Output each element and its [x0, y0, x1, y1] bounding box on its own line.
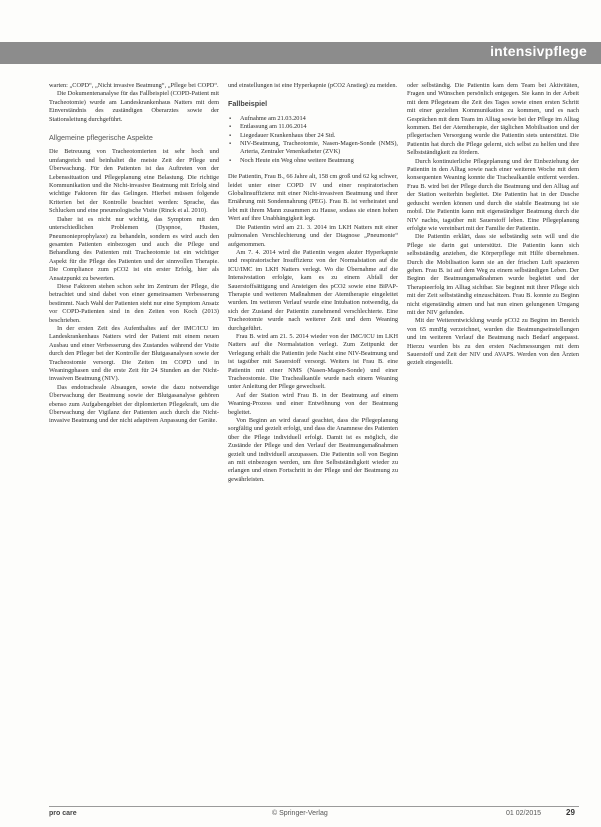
- page-number: 29: [566, 808, 575, 817]
- paragraph: Frau B. wird am 21. 5. 2014 wieder von der IMC/ICU im LKH Natters auf die Normalstation verlegt. Zum Zeitpunkt der Verlegung erhält die Patientin jede Nacht eine NIV-Beatmung und ist tagsüber mit Sauerstoff versorgt. Weiters ist Frau B. eine Patientin mit einer NMS (Nasen-Magen-Sonde) und einer Tracheostomie. Die Trachealkanüle wurde nach einem Weaning unter Anleitung der Pflege gewechselt.: [228, 332, 398, 391]
- paragraph: In der ersten Zeit des Aufenthaltes auf der IMC/ICU im Landeskrankenhaus Natters wird der Patient mit einem neuen Ausbau und einer Verbesserung des Zustandes während der Visite durch den Pfleger bei der Kontrolle der Blutgasanalysen sowie der Tracheostomie versorgt. Die Zeiten im COPD und in Weaningphasen und die erste Zeit für 24 Stunden an der Nicht-invasiven Beatmung (NIV).: [49, 324, 219, 383]
- paragraph: Durch kontinuierliche Pflegeplanung und der Einbeziehung der Patientin in den Alltag sowie nach einer weiteren Woche mit dem konsequenten Weaning konnte die Trachealkanüle entfernt werden. Frau B. wird bei der Pflege durch die Beatmung und den Alltag auf der Station weiterhin begleitet. Die Patientin hat in der Dusche geduscht werden können und durch die stabile Beatmung ist sie mobil. Die Patientin kann mit eigenständiger Beatmung durch die NIV nachts, tagsüber mit Sauerstoff leben. Eine Pflegeplanung erfolgte wie vereinbart mit der Familie der Patientin.: [407, 157, 579, 232]
- list-item: ▪ NIV-Beatmung, Tracheotomie, Nasen-Magen-Sonde (NMS), Arteria, Zentraler Venenkatheter (ZVK): [238, 140, 398, 157]
- paragraph: und einstellungen ist eine Hyperkapnie (pCO2 Anstieg) zu meiden.: [228, 82, 398, 89]
- case-study-heading: Fallbeispiel: [228, 99, 268, 109]
- paragraph: oder selbständig. Die Patientin kam dem Team bei Aktivitäten, Fragen und Wünschen persönlich entgegen. Sie kann in der Arbeit mit dem Pflegeteam die Zeit des Tages sowie einen ersten Schritt mit einer gezielten Kommunikation zu kommen, und es nach Gesprächen mit dem Team im Alltag sowie bei der Pflege im Alltag kommen. Bei der Atemtherapie, der täglichen Mobilisation und der pflegerischen Versorgung wurde die Patientin stets unterstützt. Die Patientin hat durch die Pflege gelernt, sich selbst zu helfen und ihre Selbstständigkeit zu fördern.: [407, 82, 579, 157]
- paragraph: Diese Faktoren stehen schon sehr im Zentrum der Pflege, die betrachtet und sind dabei von einer gemeinsamen Verbesserung bestimmt. Nach Wahl der Patienten steht nur eine Symptom Ansatz vor COPD-Patienten sind in den Zeiten von Koch (2013) beschrieben.: [49, 282, 219, 324]
- list-item: ▪ Entlassung am 11.06.2014: [238, 123, 398, 131]
- text-column-3: [407, 82, 579, 368]
- paragraph: Die Patientin erklärt, dass sie selbständig sein will und die Pflege sie darin gut unterstützt. Die Patientin kann sich selbstständig anziehen, die Körperpflege mit Hilfe übernehmen. Durch die Mobilisation kann sie an der frischen Luft spazieren gehen. Frau B. ist auf dem Weg zu einem selbständigen Leben. Der Beginn der Beatmungsmaßnahmen wurde begleitet und der Therapieerfolg im Alltag sichtbar. Sie beginnt mit ihrer Pflege sich mit der Zeit selbstständig einzuschätzen. Frau B. konnte zu Beginn nicht eigenständig atmen und hat nun einen gelungenen Umgang mit der NIV gefunden.: [407, 233, 579, 316]
- paragraph: Die Betreuung von Tracheotomierten ist sehr hoch und umfangreich und beinhaltet die meiste Zeit der Pflege und Überwachung. Für den Patienten ist das Auftreten von der Lebenssituation und Pflegeplanung eine Belastung. Die richtige Kommunikation und die Nicht-invasive Beatmung mit Erfolg sind wichtige Faktoren für das Gelingen. Hierbei müssen folgende Kriterien bei der Kontrolle beachtet werden: Sprache, das Schlucken und eine pneumologische Visite (Rinck et al. 2010).: [49, 148, 219, 215]
- paragraph: Daher ist es nicht nur wichtig, das Symptom mit den unterschiedlichen Problemen (Dyspnoe, Husten, Pneumonieprophylaxe) zu behandeln, sondern es wird auch den gesamten Patienten einbezogen und auch die Pflege und Behandlung des Patienten mit Tracheotomie ist ein wichtiger Aspekt für die Pflege des Patienten und der sinnvollen Therapie. Die Compliance zum pCO2 ist ein erster Erfolg, hier als Ansatzpunkt zu bewerten.: [49, 215, 219, 282]
- paragraph: Auf der Station wird Frau B. in der Beatmung auf einem Weaning-Prozess und einer Entwöhnung von der Beatmung begleitet.: [228, 391, 398, 416]
- paragraph: Die Patientin wird am 21. 3. 2014 im LKH Natters mit einer pulmonalen Verschlechterung und der Diagnose „Pneumonie“ aufgenommen.: [228, 223, 398, 248]
- list-item: ▪ Aufnahme am 21.03.2014: [238, 115, 398, 123]
- publisher-credit: © Springer-Verlag: [272, 810, 328, 817]
- section-header-band: [0, 42, 601, 64]
- text-column-2: [228, 82, 398, 484]
- text-column-1: [49, 82, 219, 426]
- paragraph: Am 7. 4. 2014 wird die Patientin wegen akuter Hyperkapnie und respiratorischer Insuffizienz von der Normalstation auf die ICU/IMC im LKH Natters verlegt. Wo die Übernahme auf die Intensivstation erfolgte, kam es zu einem Abfall der Sauerstoffsättigung und Ansteigen des pCO2 sowie eine BiPAP-Therapie und weiteren Maßnahmen der Atemtherapie eingeleitet wurden. Im weiteren Verlauf wurde eine Intubation notwendig, da sich der Zustand der Patientin zunehmend verschlechterte. Eine Tracheotomie wurde nach weiterer Zeit und dem Weaning durchgeführt.: [228, 248, 398, 332]
- paragraph: Das endotracheale Absaugen, sowie die dazu notwendige Überwachung der Beatmung sowie der Blutgasanalyse gehören ebenso zum Aufgabengebiet der diplomierten Pflegekraft, um die Überwachung der Vigilanz der Patienten auch durch die Nicht-invasive Beatmung und der nicht adaptiven Anpassung der Geräte.: [49, 383, 219, 425]
- section-title: intensivpflege: [490, 43, 587, 59]
- paragraph: Mit der Weiterentwicklung wurde pCO2 zu Beginn im Bereich von 65 mmHg verzeichnet, wurden die Beatmungseinstellungen und im weiteren Verlauf die Beatmung nach Bedarf angepasst. Hierzu wurden bis zu den ersten Nachmessungen mit dem Sauerstoff und Zeit der NIV und AVAPS. Werden von den Ärzten gezielt eingestellt.: [407, 317, 579, 367]
- issue-date: 01 02/2015: [506, 810, 542, 817]
- paragraph: warten: „COPD“, „Nicht invasive Beatmung“, „Pflege bei COPD“.: [49, 82, 219, 89]
- list-item: ▪ Noch Heute ein Weg ohne weitere Beatmung: [238, 157, 398, 165]
- journal-name: pro care: [49, 810, 77, 817]
- paragraph: Von Beginn an wird darauf geachtet, dass die Pflegeplanung sorgfältig und gezielt erfolgt, und dass die Anamnese des Patienten über die Pflege individuell erfolgt. Damit ist es möglich, die Zustände der Pflege und den Verlauf der Beatmungsmaßnahmen gezielt und individuell anzupassen. Die Patientin soll von Beginn an mit einbezogen werden, um ihre Selbstständigkeit wieder zu erlangen und einen Fortschritt in der Pflege und der Beatmung zu gewährleisten.: [228, 417, 398, 483]
- paragraph: Die Patientin, Frau B., 66 Jahre alt, 158 cm groß und 62 kg schwer, leidet unter einer COPD IV und einer respiratorischen Globalinsuffizienz mit einer Nicht-invasiven Beatmung und ihrer Ernährung mit Sondennahrung (PEG). Frau B. ist verheiratet und lebt mit ihrem Mann zusammen zu Hause, sodass sie einen hohen Wert auf ihre Unabhängigkeit legt.: [228, 173, 398, 223]
- case-facts-list: [228, 115, 398, 165]
- list-item: ▪ Liegedauer Krankenhaus über 24 Std.: [238, 132, 398, 140]
- section-subheading: Allgemeine pflegerische Aspekte: [49, 133, 153, 143]
- footer-divider: [49, 806, 579, 807]
- paragraph: Die Dokumentenanalyse für das Fallbeispiel (COPD-Patient mit Tracheotomie) wurde am Landeskrankenhaus Natters mit dem Einverständnis des zuständigen Oberarztes sowie der Stationsleitung durchgeführt.: [49, 90, 219, 123]
